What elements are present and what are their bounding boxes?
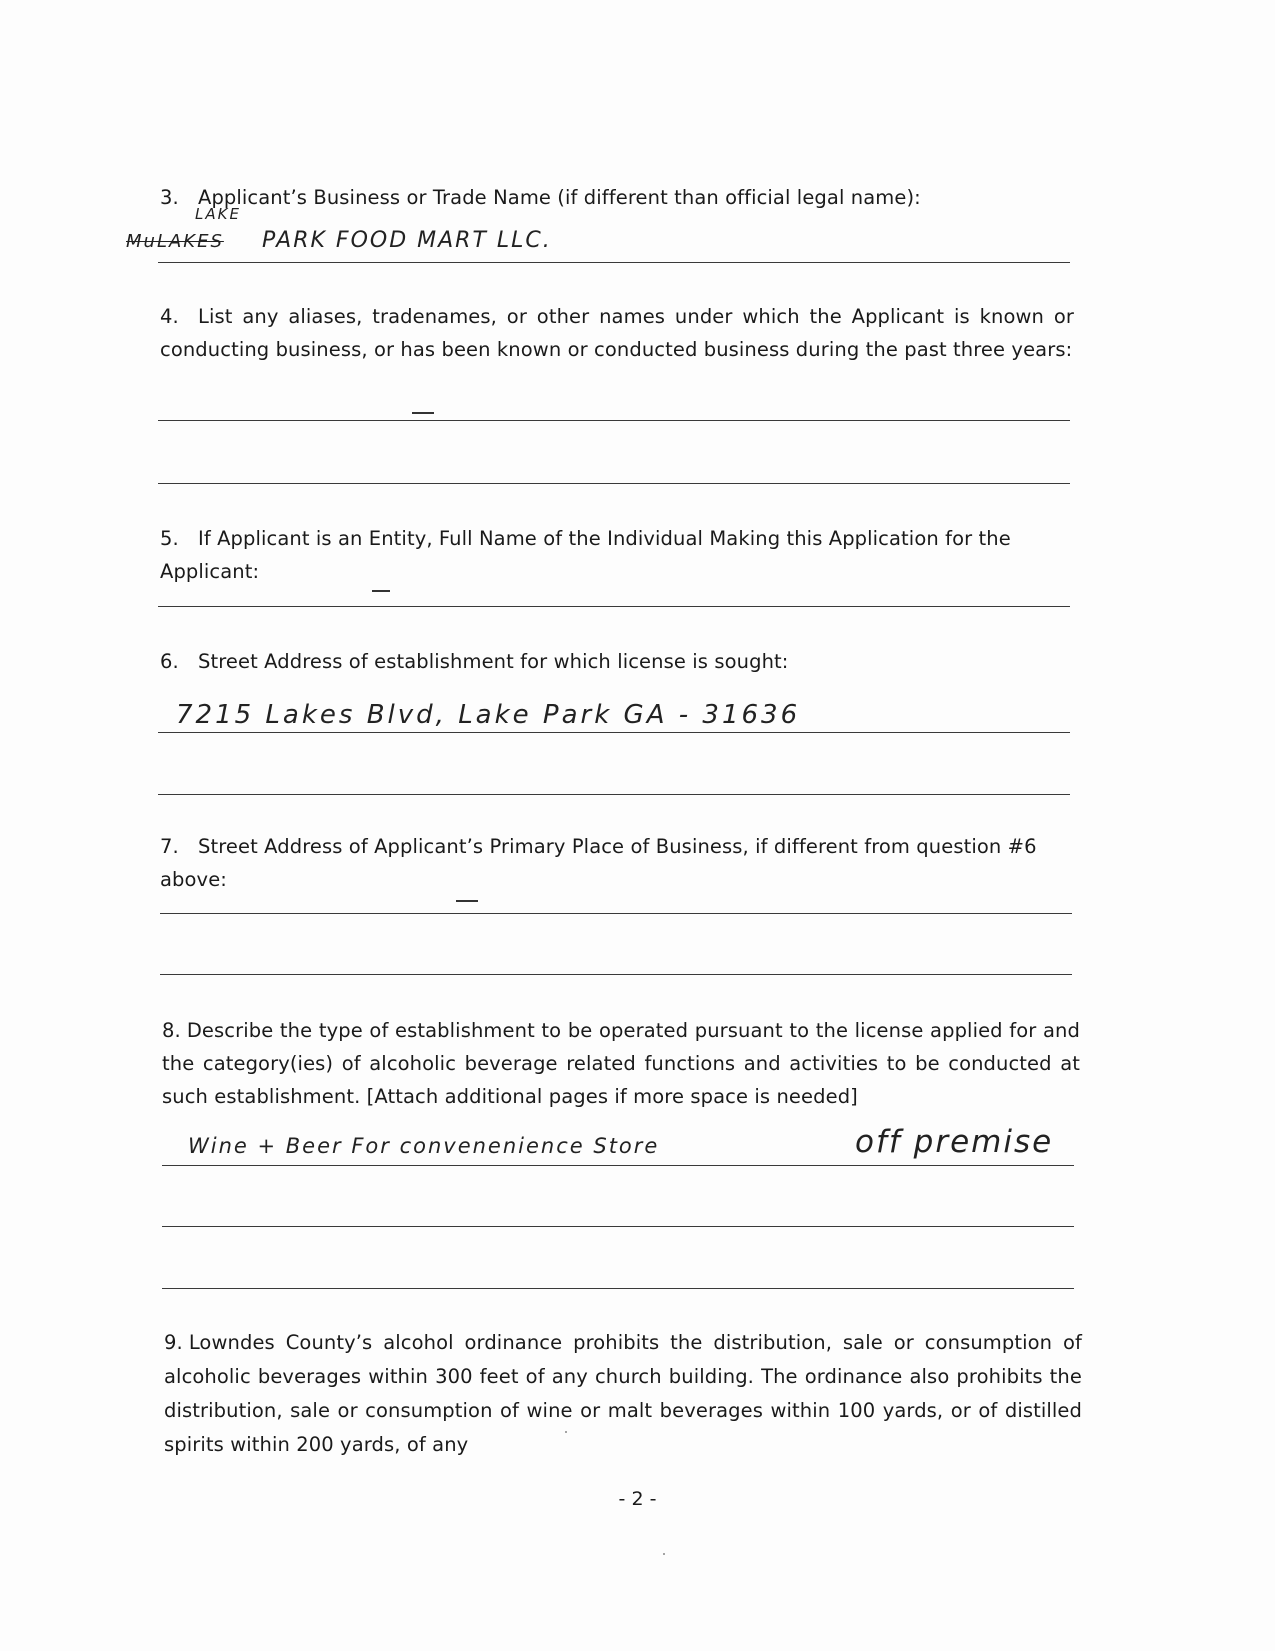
answer-line[interactable] — [158, 262, 1070, 263]
question-text: Lowndes County’s alcohol ordinance prohibits the distribution, sale or consumption of alcoholic beverages within 300 feet of any church building. The ordinance also prohibits the distribution, sale or consumption of wine or malt beverages within 100 yards, or of distilled spirits within 200 yards, of any — [164, 1331, 1082, 1456]
answer-line[interactable] — [160, 913, 1072, 914]
tick-mark — [372, 590, 390, 592]
answer-line[interactable] — [158, 483, 1070, 484]
question-text: Applicant’s Business or Trade Name (if different than official legal name): — [198, 186, 921, 209]
page-number: - 2 - — [618, 1488, 657, 1510]
scan-speck — [663, 1553, 665, 1555]
handwritten-insert: LAKE — [195, 205, 241, 223]
question-number: 4. — [160, 305, 179, 328]
question-8 — [162, 1014, 1080, 1113]
question-number: 3. — [160, 186, 179, 209]
handwritten-answer: 7215 Lakes Blvd, Lake Park GA - 31636 — [176, 700, 801, 730]
answer-line[interactable] — [162, 1226, 1074, 1227]
question-5 — [160, 522, 1080, 588]
question-number: 6. — [160, 650, 179, 673]
question-text: List any aliases, tradenames, or other names under which the Applicant is known or conducting business, or has been known or conducted business during the past three years: — [160, 305, 1074, 361]
answer-line[interactable] — [158, 606, 1070, 607]
handwritten-answer-large: off premise — [855, 1124, 1054, 1160]
dash-mark — [412, 412, 434, 414]
question-text: Describe the type of establishment to be operated pursuant to the license applied for and the category(ies) of alcoholic beverage related functions and activities to be conducted at such establishment. [Attach additional pages if more space is needed] — [162, 1019, 1080, 1108]
question-number: 5. — [160, 527, 179, 550]
question-text: Street Address of establishment for which license is sought: — [198, 650, 789, 673]
handwritten-answer: PARK FOOD MART LLC. — [262, 228, 552, 253]
handwritten-answer: Wine + Beer For convenenience Store — [188, 1134, 660, 1158]
question-number: 9. — [164, 1331, 183, 1354]
answer-line[interactable] — [158, 794, 1070, 795]
question-number: 8. — [162, 1019, 181, 1042]
question-number: 7. — [160, 835, 179, 858]
scan-speck — [565, 1431, 567, 1433]
question-7 — [160, 830, 1085, 896]
dash-mark — [456, 900, 478, 902]
question-3 — [160, 181, 1090, 214]
answer-line[interactable] — [162, 1288, 1074, 1289]
question-text: If Applicant is an Entity, Full Name of the Individual Making this Application for the Applicant: — [160, 527, 1011, 583]
answer-line[interactable] — [158, 732, 1070, 733]
answer-line[interactable] — [160, 974, 1072, 975]
handwritten-struck: MuLAKES — [126, 231, 224, 252]
question-4 — [160, 300, 1074, 366]
question-9 — [164, 1326, 1082, 1462]
answer-line[interactable] — [162, 1165, 1074, 1166]
question-text: Street Address of Applicant’s Primary Place of Business, if different from question #6 above: — [160, 835, 1037, 891]
answer-line[interactable] — [158, 420, 1070, 421]
question-6 — [160, 645, 1080, 678]
